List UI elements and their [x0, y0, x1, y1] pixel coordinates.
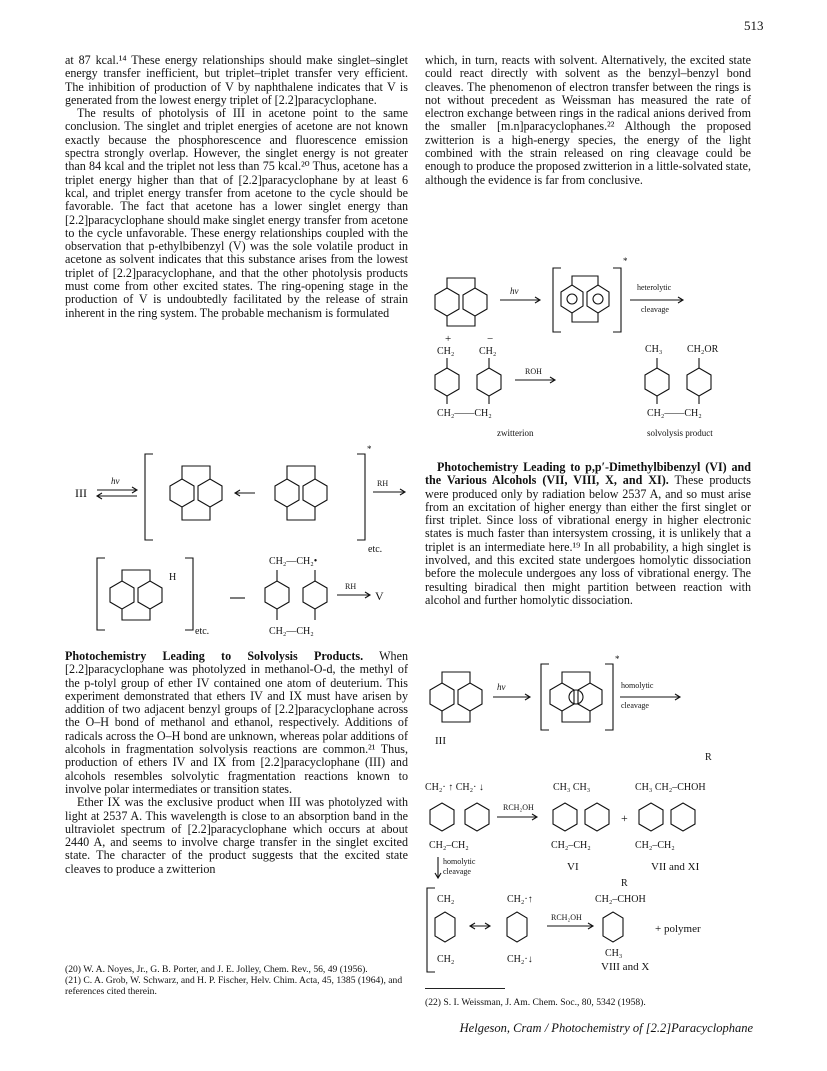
footnotes-left — [65, 964, 408, 997]
benzene-ring — [110, 581, 134, 609]
formula-label: CH₂–CH₂ — [429, 840, 469, 851]
substituent-label: R — [705, 752, 712, 763]
quinoid-ring — [435, 912, 455, 942]
scheme-homolytic — [425, 654, 755, 985]
formula-label: CH₂·↓ — [507, 954, 533, 965]
formula-label: CH₂ — [437, 894, 455, 905]
benzene-ring — [435, 368, 459, 396]
star-label: * — [615, 654, 620, 664]
etc-label: etc. — [195, 626, 210, 637]
compound-label: III — [435, 735, 446, 747]
formula-label: CH₃ CH₂–CHOH — [635, 782, 706, 793]
compound-label: III — [75, 486, 87, 500]
hv-label: hν — [510, 286, 519, 296]
reagent-label: RCH₂OH — [503, 803, 534, 812]
substituent-label: R — [621, 878, 628, 889]
benzene-ring — [170, 479, 194, 507]
cleavage-label: homolytic — [621, 681, 654, 690]
benzene-ring — [465, 803, 489, 831]
section-heading: Photochemistry Leading to p,p′-Dimethylbibenzyl (VI) and the Various Alcohols (VII, VIII, X, and XI). — [425, 460, 751, 488]
benzene-ring — [435, 288, 459, 316]
benzene-ring — [303, 581, 327, 609]
benzene-ring — [553, 803, 577, 831]
benzene-ring — [587, 285, 609, 313]
benzene-ring — [477, 368, 501, 396]
paragraph-text: When [2.2]paracyclophane was photolyzed in methanol-O-d, the methyl of the p-tolyl group of ether IV contained one atom of deuterium. This experiment demonstrated that ethers IV and IX must have arisen by addition of two adjacent benzyl groups of [2.2]paracyclophane across the O–H bond of methanol and ethanol, respectively. Additions of radicals across the O–H bond are unknown, whereas polar additions of alcohols in fragmentation solvolysis reactions are common.²¹ Thus, production of ethers IV and IX from [2.2]paracyclophane (III) and alcohols resembles solvolytic fragmentation reactions known to involve polar intermediates or transition states. — [65, 649, 408, 796]
running-footer: Helgeson, Cram / Photochemistry of [2.2]Paracyclophane — [459, 1021, 753, 1035]
benzene-ring — [430, 683, 454, 711]
benzene-ring — [303, 479, 327, 507]
structure-caption: zwitterion — [497, 428, 534, 438]
paragraph — [425, 461, 751, 607]
formula-label: CH₂–CH₂ — [551, 840, 591, 851]
polymer-label: + polymer — [655, 923, 701, 935]
scheme-biradical — [65, 444, 405, 643]
formula-label: CH₂—CH₂ — [269, 626, 314, 637]
benzene-ring — [550, 683, 574, 711]
benzene-ring — [458, 683, 482, 711]
reagent-label: ROH — [525, 367, 542, 376]
footnote: (20) W. A. Noyes, Jr., G. B. Porter, and J. E. Jolley, Chem. Rev., 56, 49 (1956). — [65, 964, 368, 975]
footnote-rule — [425, 988, 505, 989]
benzene-ring — [671, 803, 695, 831]
star-label: * — [367, 444, 372, 454]
left-column-top — [65, 54, 408, 320]
benzene-ring — [275, 479, 299, 507]
formula-label: CH₂ — [479, 346, 497, 357]
cleavage-label: cleavage — [443, 867, 471, 876]
paragraph: which, in turn, reacts with solvent. Alternatively, the excited state could react directly with solvent as the benzyl–benzyl bond cleaves. The phenomenon of electron transfer between the rings is not without precedent as Weissman has measured the rate of electron exchange between rings in the radical anions derived from the smaller [m.n]paracyclophanes.²² Although the proposed zwitterion is a high-energy species, the energy of the light combined with the strain released on ring cleavage could be enough to produce the proposed zwitterion in a little-solvated state, although the evidence is far from conclusive. — [425, 53, 751, 187]
right-column-top — [425, 54, 751, 187]
formula-label: CH₂—CH₂• — [269, 556, 318, 567]
formula-label: CH₂——CH₂ — [437, 408, 492, 419]
formula-label: CH₃ — [605, 948, 623, 959]
reagent-label: RCH₂OH — [551, 913, 582, 922]
charge-label: − — [487, 333, 494, 345]
plus-sign: + — [621, 811, 628, 825]
benzene-ring — [578, 683, 602, 711]
benzene-ring — [138, 581, 162, 609]
cleavage-label: homolytic — [443, 857, 476, 866]
footnotes-right — [425, 997, 755, 1008]
structure-caption: solvolysis product — [647, 428, 713, 438]
footnote: (21) C. A. Grob, W. Schwarz, and H. P. Fischer, Helv. Chim. Acta, 45, 1385 (1964), and references cited therein. — [65, 975, 403, 997]
benzene-ring — [687, 368, 711, 396]
paragraph — [65, 650, 408, 796]
paragraph: at 87 kcal.¹⁴ These energy relationships should make singlet–singlet energy transfer inefficient, but triplet–triplet transfer very efficient. The inhibition of production of V by naphthalene indicates that V is generated from the lowest energy triplet of [2.2]paracyclophane. — [65, 53, 408, 107]
formula-label: CH₂OR — [687, 344, 719, 355]
benzene-ring — [265, 581, 289, 609]
compound-label: V — [375, 589, 384, 603]
benzene-ring — [561, 285, 583, 313]
page-number: 513 — [744, 18, 764, 33]
benzene-ring — [603, 912, 623, 942]
cleavage-label: heterolytic — [637, 283, 672, 292]
formula-label: CH₂· ↑ CH₂· ↓ — [425, 782, 484, 793]
reagent-label: RH — [377, 479, 389, 488]
atom-label: H — [169, 572, 177, 583]
formula-label: CH₂——CH₂ — [647, 408, 702, 419]
benzene-ring — [463, 288, 487, 316]
compound-label: VIII and X — [601, 961, 650, 973]
hv-label: hν — [111, 476, 120, 486]
cleavage-label: cleavage — [621, 701, 649, 710]
hv-label: hν — [497, 682, 506, 692]
benzene-ring — [430, 803, 454, 831]
formula-label: CH₂–CH₂ — [635, 840, 675, 851]
formula-label: CH₂–CHOH — [595, 894, 646, 905]
benzene-ring — [645, 368, 669, 396]
formula-label: CH₂ — [437, 346, 455, 357]
etc-label: etc. — [368, 544, 383, 555]
charge-label: + — [445, 333, 452, 345]
benzene-ring — [639, 803, 663, 831]
benzene-ring — [585, 803, 609, 831]
star-label: * — [623, 256, 628, 266]
compound-label: VI — [567, 861, 579, 873]
footnote: (22) S. I. Weissman, J. Am. Chem. Soc., 80, 5342 (1958). — [425, 997, 646, 1008]
cleavage-label: cleavage — [641, 305, 669, 314]
scheme-zwitterion — [425, 240, 755, 445]
benzene-ring — [198, 479, 222, 507]
formula-label: CH₃ CH₃ — [553, 782, 591, 793]
paragraph-text: These products were produced only by radiation below 2537 A, and so must arise from an excitation of higher energy than either the first singlet or first triplet. Since loss of vibrational energy in higher electronic states is much faster than intersystem crossing, it is unlikely that a triplet is an intermediate here.¹⁹ In all probability, a high singlet is involved, and this excited state undergoes homolytic dissociation before the molecule undergoes any loss of vibrational energy. The resulting biradical then might partition between reaction with alcohol and further homolytic dissociation. — [425, 473, 751, 607]
compound-label: VII and XI — [651, 861, 700, 873]
paragraph: Ether IX was the exclusive product when III was photolyzed with light at 2537 A. This wavelength is close to an absorption band in the ultraviolet spectrum of [2.2]paracyclophane which occurs at about 2440 A, and seems to involve charge transfer in the singlet excited state. The character of the product suggests that the excited state cleaves to produce a zwitterion — [65, 795, 408, 876]
formula-label: CH₃ — [645, 344, 663, 355]
section-heading: Photochemistry Leading to Solvolysis Products. — [65, 649, 364, 663]
paragraph: The results of photolysis of III in acetone point to the same conclusion. The singlet and triplet energies of acetone are not known exactly because the phosphorescence and fluorescence emission spectra strongly overlap. However, the singlet energy is not greater than 84 kcal and the triplet not less than 75 kcal.²⁰ Thus, acetone has a triplet energy higher than that of [2.2]paracyclophane by at least 6 kcal, and triplet energy transfer from acetone to the cycle should be favorable. The fact that acetone has a lower singlet energy than [2.2]paracyclophane should make singlet energy transfer from acetone to the cycle unfavorable. These energy relationships coupled with the observation that p-ethylbibenzyl (V) was the sole volatile product in acetone as solvent indicates that this substance arises from the lowest triplet of [2.2]paracyclophane, and that the other photolysis products must come from other excited states. The ring-opening stage in the production of V is undoubtedly facilitated by the release of strain inherent in the ring system. The probable mechanism is formulated — [65, 106, 408, 320]
left-column-bottom — [65, 650, 408, 876]
benzene-ring — [507, 912, 527, 942]
reagent-label: RH — [345, 582, 357, 591]
formula-label: CH₂ — [437, 954, 455, 965]
formula-label: CH₂·↑ — [507, 894, 533, 905]
right-column-middle — [425, 461, 751, 607]
